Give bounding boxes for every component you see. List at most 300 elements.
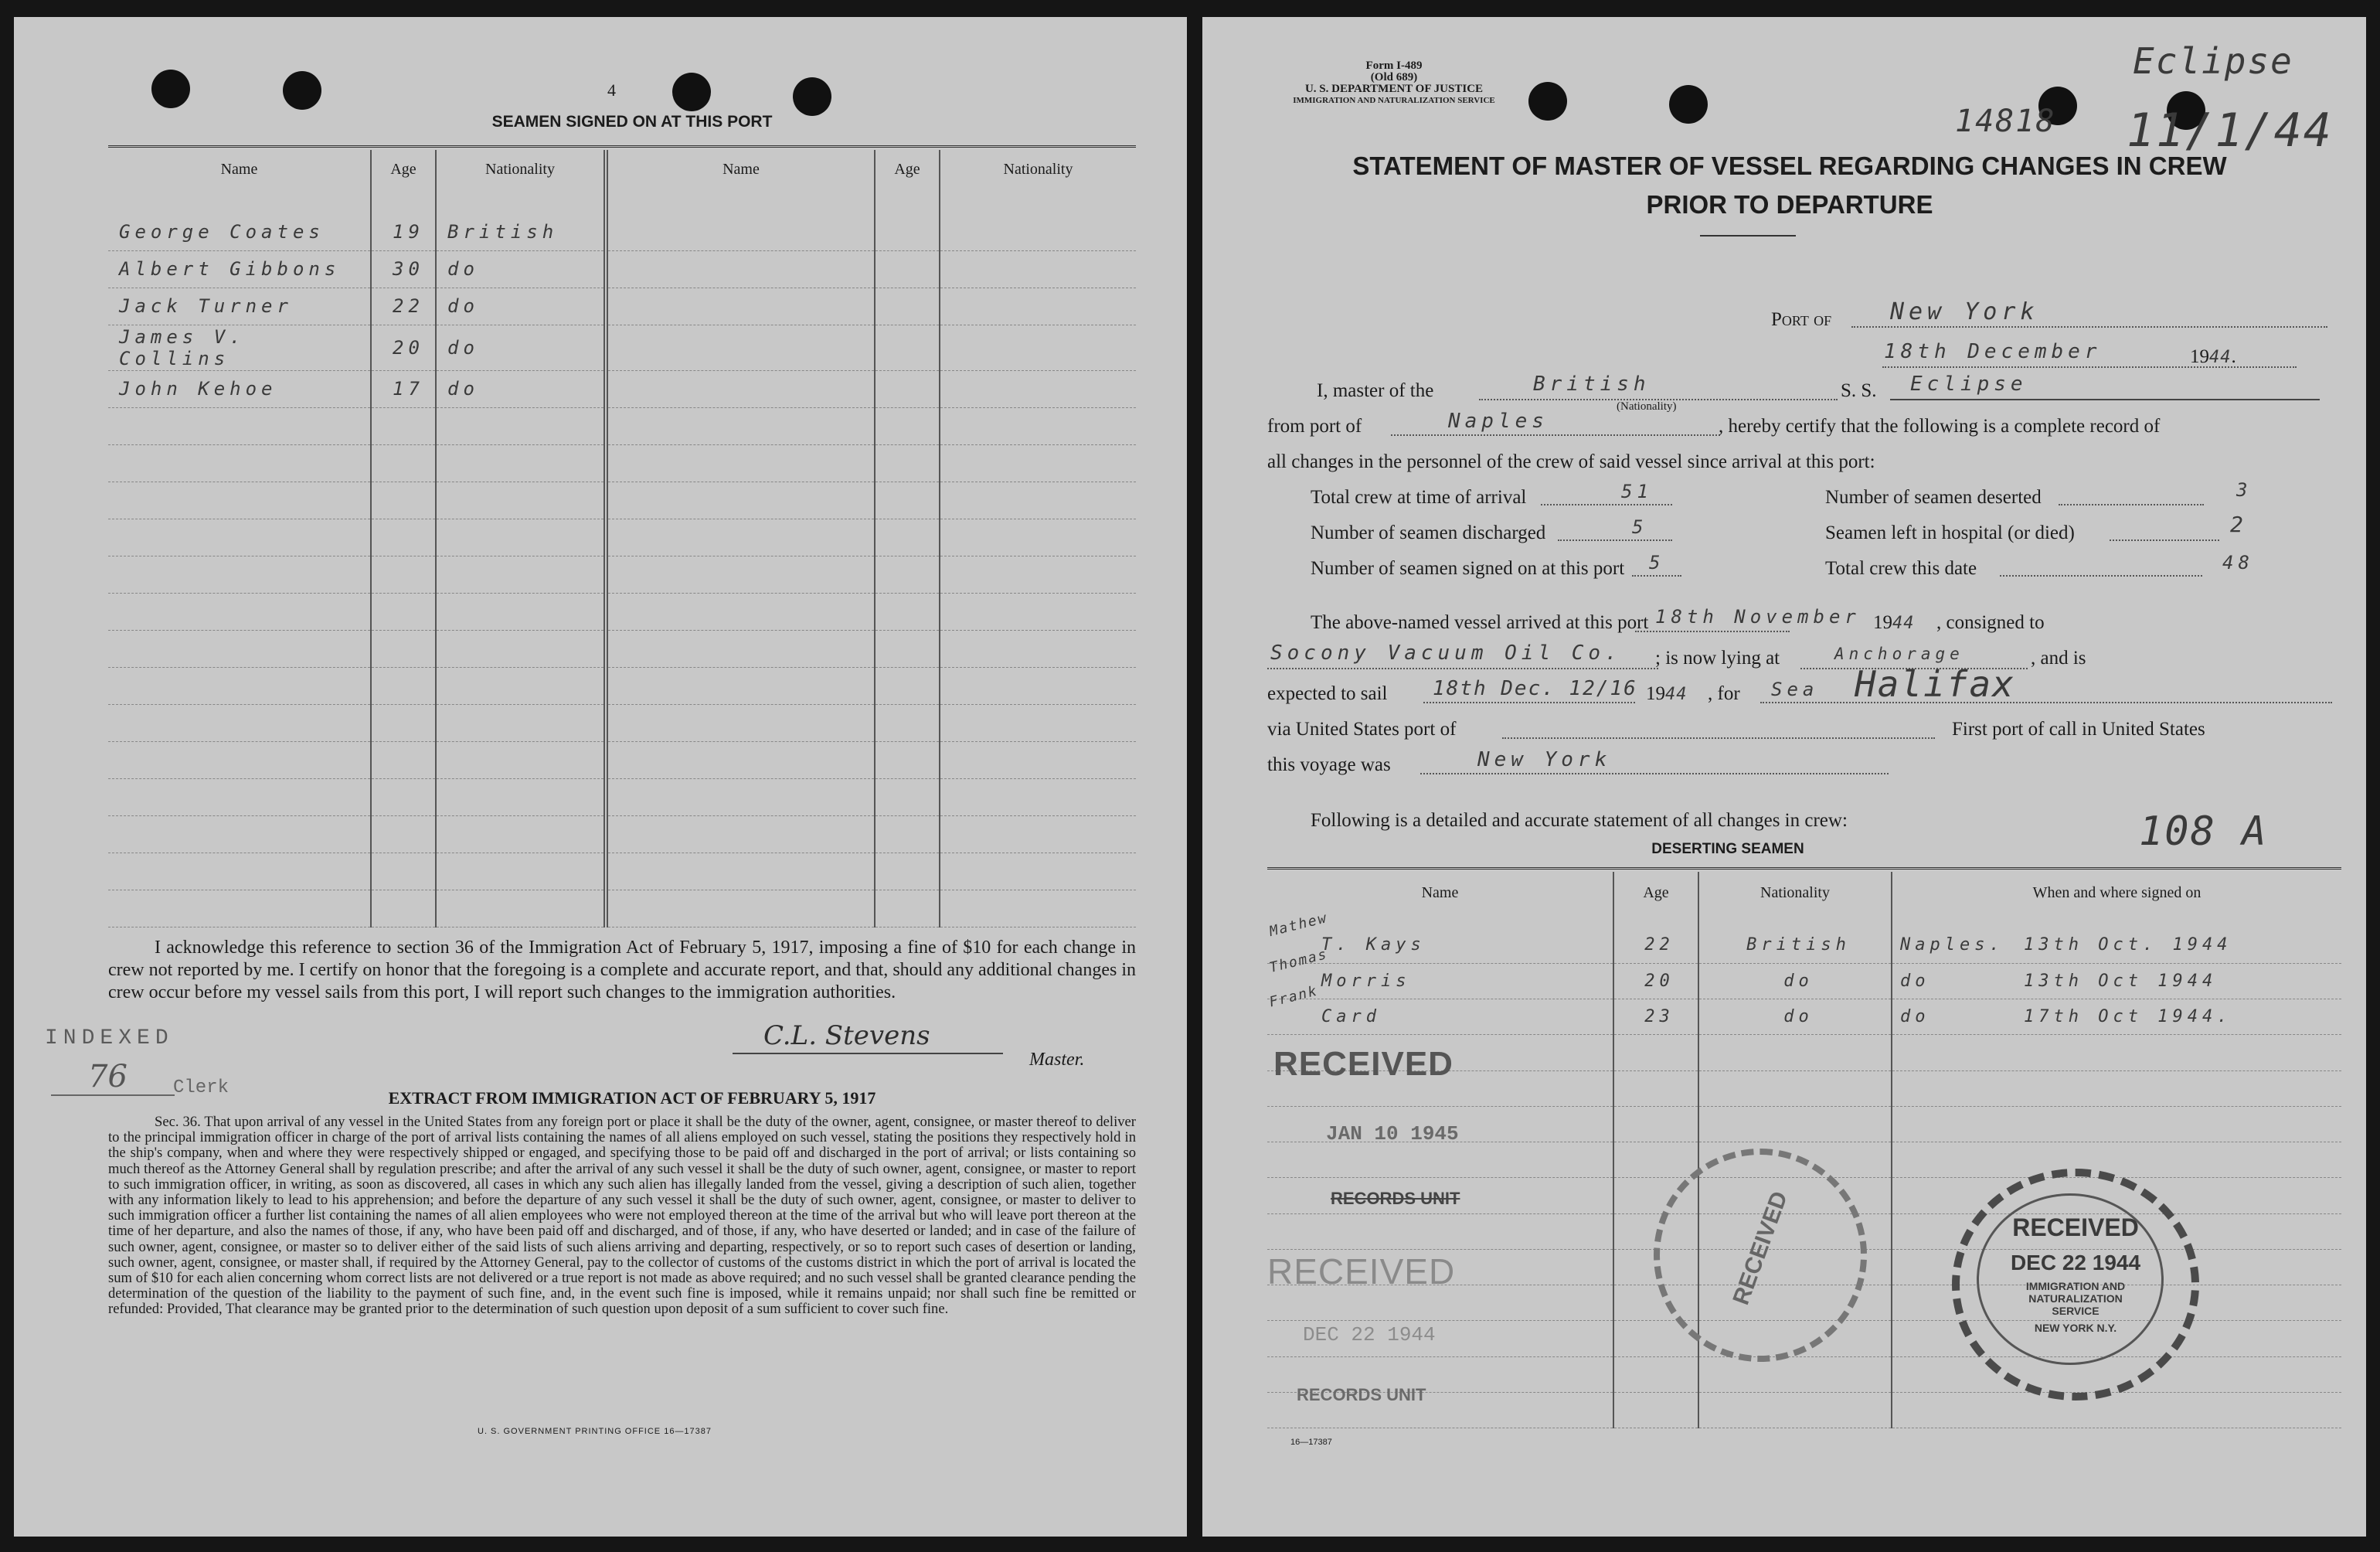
seaman-age — [371, 741, 436, 778]
form-header — [1239, 60, 1549, 107]
seaman-age — [371, 407, 436, 444]
left-page — [14, 17, 1187, 1537]
seaman-age: 17 — [371, 370, 436, 407]
deserting-title: DESERTING SEAMEN — [1651, 841, 1804, 857]
seaman-age — [875, 213, 940, 250]
deserter-signed-date: 17th Oct 1944. — [2024, 1007, 2232, 1027]
seaman-nationality — [940, 890, 1136, 927]
deserter-nationality — [1698, 1070, 1892, 1106]
seaman-name: Albert Gibbons — [108, 250, 371, 288]
seaman-nationality — [940, 444, 1136, 482]
section-title: SEAMEN SIGNED ON AT THIS PORT — [491, 113, 773, 131]
port-label: Port of — [1771, 309, 1832, 330]
seaman-name: George Coates — [108, 213, 371, 250]
consigned-label: , consigned to — [1936, 612, 2045, 633]
seaman-name — [606, 704, 875, 741]
deserter-nationality: British — [1698, 927, 1892, 963]
received-stamp: RECEIVED — [1273, 1045, 1454, 1083]
title-underline — [1700, 235, 1796, 237]
seaman-name — [606, 213, 875, 250]
seaman-age — [875, 556, 940, 593]
indexed-line — [51, 1094, 175, 1096]
stat-dots — [2059, 504, 2204, 505]
deserter-nationality — [1698, 1392, 1892, 1428]
seaman-name — [108, 593, 371, 630]
expected-year-field: 1944 — [1646, 683, 1688, 704]
circle-date-text: DEC 22 1944 — [2010, 1251, 2141, 1275]
seaman-name — [606, 325, 875, 370]
total-date-value: 48 — [2222, 552, 2254, 573]
divider — [1267, 867, 2341, 870]
total-arrival-label: Total crew at time of arrival — [1311, 487, 1527, 508]
seaman-name — [606, 250, 875, 288]
deserter-signed-place: Naples. — [1900, 935, 2004, 955]
from-port-value: Naples — [1448, 410, 1549, 433]
deserter-name — [1267, 1142, 1613, 1178]
year-field: 1944. — [2190, 346, 2236, 367]
for-line — [1760, 702, 2332, 703]
records-unit-stamp: RECORDS UNIT — [1297, 1385, 1426, 1404]
lying-label: ; is now lying at — [1655, 648, 1780, 669]
stat-dots — [2110, 539, 2219, 541]
seaman-name — [606, 815, 875, 853]
circle-city-text: NEW YORK N.Y. — [2034, 1322, 2117, 1334]
seaman-age — [371, 890, 436, 927]
table-row — [1267, 963, 2341, 999]
seaman-name — [606, 630, 875, 667]
seaman-age — [875, 444, 940, 482]
form-id: Form I-489 — [1365, 60, 1423, 72]
signature-line — [733, 1053, 1003, 1054]
seaman-nationality — [436, 482, 606, 519]
seaman-nationality — [940, 667, 1136, 704]
seaman-name — [108, 519, 371, 556]
seaman-name — [606, 288, 875, 325]
col-header-name: Name — [108, 150, 371, 213]
deserter-signed-on — [1892, 1035, 2341, 1070]
table-row — [108, 370, 1136, 407]
expected-line — [1423, 702, 1635, 703]
seaman-nationality — [940, 815, 1136, 853]
seaman-nationality — [436, 519, 606, 556]
seaman-name — [606, 370, 875, 407]
seaman-age: 20 — [371, 325, 436, 370]
punch-hole — [672, 73, 711, 111]
circle-stamp-faded — [1654, 1149, 1867, 1362]
voyage-line — [1420, 773, 1889, 774]
total-arrival-value: 51 — [1621, 481, 1653, 502]
seaman-name — [606, 890, 875, 927]
table-row — [108, 407, 1136, 444]
deserter-signed-on — [1892, 999, 2341, 1035]
seaman-age — [371, 556, 436, 593]
deserter-signed-on — [1892, 1142, 2341, 1178]
deserter-signed-place: do — [1900, 1007, 1930, 1027]
seaman-name: James V. Collins — [108, 325, 371, 370]
seaman-nationality — [436, 593, 606, 630]
annotation-date: 11/1/44 — [2127, 104, 2333, 158]
seaman-nationality — [940, 370, 1136, 407]
deserter-age — [1613, 1356, 1698, 1392]
seaman-name — [108, 556, 371, 593]
deserter-signed-on — [1892, 1070, 2341, 1106]
discharged-label: Number of seamen discharged — [1311, 522, 1546, 543]
deserter-age — [1613, 1070, 1698, 1106]
seaman-nationality — [940, 741, 1136, 778]
seaman-age: 19 — [371, 213, 436, 250]
deserter-nationality — [1698, 1356, 1892, 1392]
deserter-signed-on — [1892, 963, 2341, 999]
deserter-signed-on — [1892, 1106, 2341, 1142]
seaman-name — [108, 407, 371, 444]
seaman-age — [371, 444, 436, 482]
stat-dots — [1558, 539, 1672, 541]
department: U. S. DEPARTMENT OF JUSTICE — [1304, 83, 1484, 95]
signed-on-label: Number of seamen signed on at this port — [1311, 558, 1625, 579]
footer-code: 16—17387 — [1290, 1438, 1332, 1447]
seamen-signed-table — [108, 150, 1136, 927]
for-label: , for — [1708, 683, 1740, 704]
col-header-age: Age — [371, 150, 436, 213]
extract-text: Sec. 36. That upon arrival of any vessel in the United States from any foreign port or place it shall be the duty of the owner, agent, consignee, or master thereof to deliver to the principal immigration officer in charge of the port of arrival lists containing the names of all aliens employed on such vessel, stating the positions they respectively hold in the ship's company, when and where they were respectively shipped or engaged, and specifying those to be paid off and discharged in the port of arrival; or lists containing so much thereof as the Attorney General shall by regulation prescribe; and after the arrival of any such vessel it shall be the duty of such owner, agent, consignee, or master to report to such immigration officer, in writing, as soon as discovered, all cases in which any such alien has illegally landed from the vessel, giving a description of such alien, together with any information likely to lead to his apprehension; and before the departure of any such vessel it shall be the duty of such owner, agent, consignee, or master to deliver to such immigration officer a further list containing the names of all alien employees who were not employed thereon at the time of the arrival but who will leave port thereon at the time of her departure, and also the names of those, if any, who have been paid off and discharged, and of those, if any, who have deserted or landed; and in case of the failure of such owner, agent, consignee, or master so to deliver either of the said lists of such aliens arriving and departing, respectively, or so to report such cases of desertion or landing, such owner, agent, consignee, or master shall, if required by the Attorney General, pay to the collector of customs of the customs district in which the port of arrival is located the sum of $10 for each alien concerning whom correct lists are not delivered or a true report is not made as above required; and no such vessel shall be granted clearance pending the determination of the question of the liability to the payment of such fine, and, in the event such fine is imposed, while it remains unpaid; nor shall such fine be remitted or refunded: Provided, That clearance may be granted prior to the determination of such question upon deposit of a sum sufficient to cover such fine. — [108, 1114, 1136, 1318]
seaman-age — [875, 370, 940, 407]
ss-label: S. S. — [1841, 380, 1877, 401]
table-row — [108, 444, 1136, 482]
table-row — [108, 741, 1136, 778]
table-row — [108, 593, 1136, 630]
master-label: Master. — [1029, 1050, 1085, 1070]
hospital-value: 2 — [2230, 512, 2248, 537]
table-row — [108, 288, 1136, 325]
table-row — [108, 890, 1136, 927]
seaman-nationality — [940, 519, 1136, 556]
col-header-nationality: Nationality — [436, 150, 606, 213]
divider — [108, 145, 1136, 148]
for-value: Sea — [1771, 679, 1819, 700]
table-row — [108, 482, 1136, 519]
seaman-nationality — [436, 407, 606, 444]
table-row — [108, 325, 1136, 370]
deserted-value: 3 — [2236, 479, 2252, 501]
seaman-nationality — [940, 630, 1136, 667]
deserter-age — [1613, 1035, 1698, 1070]
deserter-age — [1613, 1142, 1698, 1178]
table-row — [108, 704, 1136, 741]
seaman-nationality: do — [436, 250, 606, 288]
seaman-age — [371, 778, 436, 815]
seaman-name — [108, 444, 371, 482]
seaman-age — [875, 250, 940, 288]
records-unit-stamp: RECORDS UNIT — [1331, 1189, 1460, 1208]
deserter-first-name: Mathew — [1267, 909, 1330, 941]
arrived-year-field: 1944 — [1873, 612, 1915, 633]
deserter-surname: T. Kays — [1321, 935, 1426, 955]
lying-value: Anchorage — [1834, 645, 1964, 663]
ship-line — [1890, 399, 2320, 400]
table-row — [108, 556, 1136, 593]
year-prefix: 19 — [2190, 346, 2209, 367]
col-header-nationality: Nationality — [1698, 872, 1892, 927]
discharged-value: 5 — [1632, 516, 1648, 538]
deserter-age: 22 — [1613, 927, 1698, 963]
arrived-line — [1635, 631, 1790, 632]
seaman-name — [606, 667, 875, 704]
table-row — [1267, 1356, 2341, 1392]
received-stamp: RECEIVED — [1267, 1251, 1456, 1292]
table-row — [108, 778, 1136, 815]
via-label: via United States port of — [1267, 719, 1457, 740]
punch-hole — [151, 70, 190, 108]
year-value: 44 — [2209, 348, 2232, 367]
dec-date-stamp: DEC 22 1944 — [1303, 1323, 1436, 1346]
seaman-nationality — [940, 250, 1136, 288]
indexed-stamp: INDEXED — [45, 1026, 174, 1050]
seaman-age — [875, 593, 940, 630]
seaman-age — [371, 704, 436, 741]
seaman-nationality — [436, 778, 606, 815]
seaman-age — [875, 741, 940, 778]
seaman-age — [875, 890, 940, 927]
seaman-age — [371, 853, 436, 890]
seaman-age — [875, 704, 940, 741]
deserter-first-name: Thomas — [1267, 945, 1330, 976]
seaman-age: 22 — [371, 288, 436, 325]
deserter-name — [1267, 982, 1613, 1035]
deserter-nationality — [1698, 1035, 1892, 1070]
stat-dots — [1541, 504, 1672, 505]
seaman-age — [875, 407, 940, 444]
seaman-name — [108, 853, 371, 890]
port-value: New York — [1890, 298, 2039, 325]
seaman-age — [875, 482, 940, 519]
seaman-nationality — [940, 325, 1136, 370]
seaman-nationality — [940, 482, 1136, 519]
master-signature: C.L. Stevens — [763, 1020, 930, 1051]
stat-dots — [1632, 575, 1681, 577]
date-value: 18th December — [1884, 340, 2102, 363]
seaman-nationality — [940, 778, 1136, 815]
ship-value: Eclipse — [1910, 373, 2028, 396]
seaman-nationality — [436, 630, 606, 667]
circle2-received-text: RECEIVED — [1728, 1188, 1793, 1309]
col-header-nationality: Nationality — [1003, 161, 1073, 178]
seaman-name: John Kehoe — [108, 370, 371, 407]
seaman-name — [606, 741, 875, 778]
annotation-108a: 108 A — [2139, 808, 2268, 855]
via-line — [1502, 737, 1935, 739]
seaman-nationality: do — [436, 325, 606, 370]
annotation-ship: Eclipse — [2133, 40, 2293, 82]
form-title — [1311, 147, 2269, 224]
table-row — [108, 853, 1136, 890]
seaman-name — [108, 630, 371, 667]
seaman-age — [371, 593, 436, 630]
table-row — [1267, 927, 2341, 963]
col-header-name: Name — [606, 150, 875, 213]
hospital-label: Seamen left in hospital (or died) — [1825, 522, 2075, 543]
table-row — [108, 519, 1136, 556]
voyage-label: this voyage was — [1267, 754, 1391, 775]
deserter-first-name: Frank — [1267, 982, 1320, 1011]
deserter-age: 23 — [1613, 999, 1698, 1035]
port-line — [1851, 326, 2327, 328]
seaman-nationality — [940, 288, 1136, 325]
title-line-1: STATEMENT OF MASTER OF VESSEL REGARDING CHANGES IN CREW — [1352, 151, 2227, 180]
table-row — [108, 815, 1136, 853]
seaman-name — [108, 778, 371, 815]
from-port-line — [1391, 434, 1720, 436]
deserter-age — [1613, 1106, 1698, 1142]
service: IMMIGRATION AND NATURALIZATION SERVICE — [1293, 96, 1495, 105]
seaman-name: Jack Turner — [108, 288, 371, 325]
certify-text-1: , hereby certify that the following is a complete record of — [1719, 416, 2161, 437]
deserter-signed-on — [1892, 927, 2341, 963]
first-port-label: First port of call in United States — [1952, 719, 2205, 740]
expected-label: expected to sail — [1267, 683, 1388, 704]
nationality-value: British — [1533, 373, 1651, 396]
seaman-name — [108, 482, 371, 519]
seaman-age — [371, 630, 436, 667]
seaman-nationality: do — [436, 288, 606, 325]
annotation-number: 14818 — [1955, 104, 2056, 139]
seaman-name — [606, 593, 875, 630]
seaman-age: 30 — [371, 250, 436, 288]
seaman-name — [108, 741, 371, 778]
circle-stamp — [1952, 1169, 2199, 1401]
seaman-age — [875, 815, 940, 853]
consignee-line — [1267, 668, 1658, 669]
arrived-year: 44 — [1892, 614, 1915, 633]
seaman-name — [108, 667, 371, 704]
col-header-age: Age — [1613, 872, 1698, 927]
seaman-name — [606, 482, 875, 519]
total-date-label: Total crew this date — [1825, 558, 1977, 579]
table-row — [1267, 1392, 2341, 1428]
seaman-age — [875, 325, 940, 370]
deserter-signed-place: do — [1900, 971, 1930, 991]
voyage-value: New York — [1477, 748, 1612, 771]
seaman-age — [875, 778, 940, 815]
col-header-age: Age — [875, 150, 940, 213]
seaman-name — [606, 853, 875, 890]
seaman-name — [606, 519, 875, 556]
extract-title: EXTRACT FROM IMMIGRATION ACT OF FEBRUARY 5, 1917 — [388, 1088, 876, 1108]
seaman-name — [606, 556, 875, 593]
seaman-name — [108, 890, 371, 927]
arrived-value: 18th November — [1655, 606, 1861, 628]
table-row — [108, 630, 1136, 667]
deserter-nationality: do — [1698, 999, 1892, 1035]
seaman-age — [371, 482, 436, 519]
circle-service-text: IMMIGRATION AND NATURALIZATION SERVICE — [2025, 1280, 2126, 1317]
signed-on-value: 5 — [1649, 552, 1665, 573]
seaman-nationality — [940, 853, 1136, 890]
deserter-nationality — [1698, 1106, 1892, 1142]
clerk-label: Clerk — [173, 1077, 230, 1098]
seaman-nationality — [436, 815, 606, 853]
seaman-age — [371, 519, 436, 556]
and-is-label: , and is — [2031, 648, 2086, 669]
seaman-age — [875, 667, 940, 704]
arrived-label: The above-named vessel arrived at this port — [1311, 612, 1649, 633]
seaman-age — [875, 288, 940, 325]
deserter-signed-on — [1892, 1392, 2341, 1428]
col-header-name: Name — [1267, 872, 1613, 927]
seaman-nationality — [940, 593, 1136, 630]
seaman-nationality — [940, 407, 1136, 444]
seaman-name — [108, 704, 371, 741]
seaman-nationality — [940, 556, 1136, 593]
table-row — [1267, 999, 2341, 1035]
table-row — [108, 667, 1136, 704]
deserter-age: 20 — [1613, 963, 1698, 999]
seaman-name — [108, 815, 371, 853]
deserter-age — [1613, 1392, 1698, 1428]
expected-value: 18th Dec. 12/16 — [1433, 677, 1637, 700]
master-of-the-label: I, master of the — [1317, 380, 1434, 401]
seaman-age — [875, 853, 940, 890]
deserted-label: Number of seamen deserted — [1825, 487, 2042, 508]
seaman-nationality: do — [436, 370, 606, 407]
certify-text-2: all changes in the personnel of the crew of said vessel since arrival at this port: — [1267, 451, 1875, 472]
table-row — [108, 213, 1136, 250]
form-old: (Old 689) — [1370, 71, 1418, 83]
col-header-signed-on: When and where signed on — [2032, 884, 2202, 901]
seaman-nationality — [436, 890, 606, 927]
deserter-name — [1267, 1213, 1613, 1249]
seaman-nationality — [436, 741, 606, 778]
seaman-nationality: British — [436, 213, 606, 250]
printer-line: U. S. GOVERNMENT PRINTING OFFICE 16—17387 — [478, 1427, 712, 1436]
seaman-age — [875, 519, 940, 556]
deserter-signed-date: 13th Oct 1944 — [2024, 971, 2218, 991]
jan-date-stamp: JAN 10 1945 — [1326, 1122, 1459, 1145]
punch-hole — [793, 77, 831, 116]
consignee-value: Socony Vacuum Oil Co. — [1270, 642, 1622, 665]
from-port-label: from port of — [1267, 416, 1362, 437]
deserter-surname: Card — [1321, 1007, 1381, 1027]
seaman-name — [606, 778, 875, 815]
for-correction: Halifax — [1855, 663, 2015, 705]
seaman-name — [606, 444, 875, 482]
nationality-caption: (Nationality) — [1617, 400, 1677, 413]
punch-hole — [1669, 85, 1708, 124]
indexed-number: 76 — [88, 1059, 128, 1094]
seaman-nationality — [436, 667, 606, 704]
stat-dots — [2000, 575, 2202, 577]
seaman-nationality — [436, 704, 606, 741]
seaman-nationality — [940, 704, 1136, 741]
seaman-nationality — [436, 853, 606, 890]
right-page — [1202, 17, 2366, 1537]
following-text: Following is a detailed and accurate statement of all changes in crew: — [1311, 810, 1848, 831]
seaman-nationality — [436, 444, 606, 482]
deserter-surname: Morris — [1321, 971, 1411, 991]
circle-received-text: RECEIVED — [2012, 1213, 2139, 1241]
page-number: 4 — [607, 80, 616, 100]
deserter-signed-date: 13th Oct. 1944 — [2024, 935, 2232, 955]
punch-hole — [283, 71, 321, 110]
seaman-age — [875, 630, 940, 667]
seaman-age — [371, 667, 436, 704]
table-row — [108, 250, 1136, 288]
seaman-name — [606, 407, 875, 444]
seaman-nationality — [436, 556, 606, 593]
deserter-nationality: do — [1698, 963, 1892, 999]
title-line-2: PRIOR TO DEPARTURE — [1646, 190, 1933, 219]
certification-text: I acknowledge this reference to section 36 of the Immigration Act of February 5, 1917, imposing a fine of $10 for each change in crew not reported by me. I certify on honor that the foregoing is a complete and accurate report, and that, should any additional changes in crew occur before my vessel sails from this port, I will report such changes to the immigration authorities. — [108, 938, 1136, 1002]
seaman-age — [371, 815, 436, 853]
